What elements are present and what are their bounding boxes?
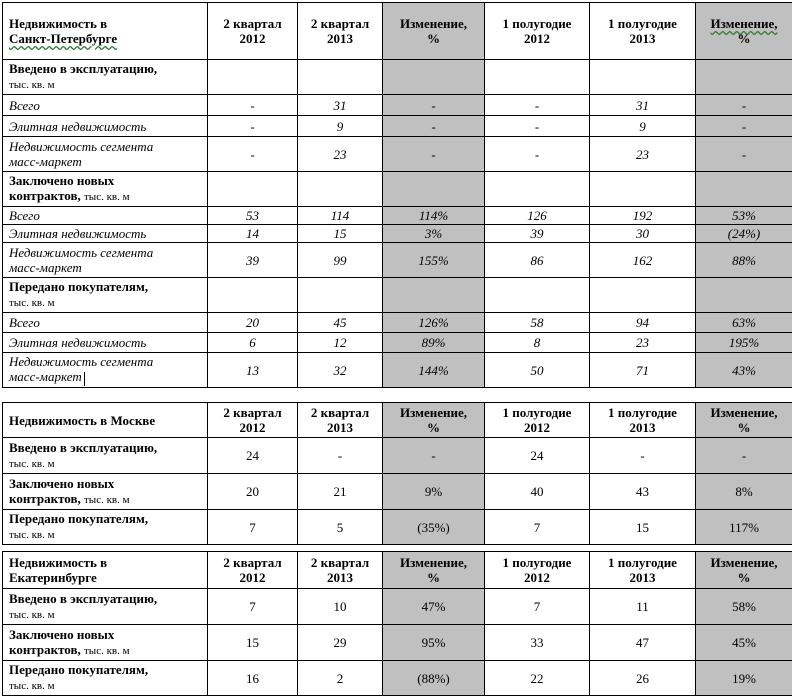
col-header-h1-2013[interactable]: 1 полугодие 2013 — [590, 403, 696, 438]
section-row — [3, 60, 792, 95]
row-label[interactable]: Недвижимость сегмента масс-маркет — [3, 243, 208, 278]
msk-title[interactable]: Недвижимость в Москве — [3, 403, 208, 438]
section-title[interactable]: Введено в эксплуатацию, тыс. кв. м — [3, 60, 208, 95]
ekb-header-row — [3, 552, 792, 589]
spb-title[interactable]: Недвижимость в Санкт-Петербурге — [3, 3, 208, 60]
msk-table — [2, 402, 792, 545]
row-label[interactable]: Заключено новых контрактов, тыс. кв. м — [3, 474, 208, 510]
row-label[interactable]: Введено в эксплуатацию, тыс. кв. м — [3, 589, 208, 625]
col-header-h1-2013[interactable]: 1 полугодие 2013 — [590, 552, 696, 589]
ekb-table — [2, 551, 792, 696]
col-header-q2-2013[interactable]: 2 квартал 2013 — [298, 552, 383, 589]
text-cursor — [84, 372, 85, 386]
col-header-change-q[interactable]: Изменение, % — [383, 3, 485, 60]
table-row: Элитная недвижимость 14 15 3% 39 30 (24%) — [3, 225, 792, 243]
table-row: Недвижимость сегмента масс-маркет - 23 - - 23 - — [3, 137, 792, 172]
row-label[interactable]: Недвижимость сегмента масс-маркет — [3, 353, 208, 388]
table-row: Элитная недвижимость - 9 - - 9 - — [3, 116, 792, 137]
col-header-q2-2012[interactable]: 2 квартал 2012 — [208, 403, 298, 438]
row-label[interactable]: Заключено новых контрактов, тыс. кв. м — [3, 625, 208, 661]
col-header-change-q[interactable]: Изменение, % — [383, 403, 485, 438]
table-row: Заключено новых контрактов, тыс. кв. м 15 29 95% 33 47 45% — [3, 625, 792, 661]
col-header-h1-2012[interactable]: 1 полугодие 2012 — [485, 403, 590, 438]
spb-table — [2, 2, 792, 388]
section-row — [3, 172, 792, 207]
row-label[interactable]: Введено в эксплуатацию, тыс. кв. м — [3, 438, 208, 474]
section-row — [3, 278, 792, 313]
table-row: Всего 53 114 114% 126 192 53% — [3, 207, 792, 225]
row-label[interactable]: Недвижимость сегмента масс-маркет — [3, 137, 208, 172]
table-row: Недвижимость сегмента масс-маркет 13 32 144% 50 71 43% — [3, 353, 792, 388]
row-label[interactable]: Всего — [3, 313, 208, 333]
table-row: Всего - 31 - - 31 - — [3, 95, 792, 116]
table-row: Недвижимость сегмента масс-маркет 39 99 155% 86 162 88% — [3, 243, 792, 278]
table-row: Передано покупателям, тыс. кв. м 7 5 (35%) 7 15 117% — [3, 510, 792, 545]
col-header-change-q[interactable]: Изменение, % — [383, 552, 485, 589]
col-header-h1-2013[interactable]: 1 полугодие 2013 — [590, 3, 696, 60]
table-row: Передано покупателям, тыс. кв. м 16 2 (88%) 22 26 19% — [3, 661, 792, 696]
row-label[interactable]: Всего — [3, 207, 208, 225]
table-row: Заключено новых контрактов, тыс. кв. м 20 21 9% 40 43 8% — [3, 474, 792, 510]
row-label[interactable]: Передано покупателям, тыс. кв. м — [3, 661, 208, 696]
msk-header-row — [3, 403, 792, 438]
section-title[interactable]: Заключено новых контрактов, тыс. кв. м — [3, 172, 208, 207]
row-label[interactable]: Передано покупателям, тыс. кв. м — [3, 510, 208, 545]
row-label[interactable]: Элитная недвижимость — [3, 225, 208, 243]
col-header-change-h[interactable]: Изменение, % — [696, 3, 792, 60]
row-label[interactable]: Элитная недвижимость — [3, 116, 208, 137]
table-row: Введено в эксплуатацию, тыс. кв. м 24 - - 24 - - — [3, 438, 792, 474]
row-label[interactable]: Всего — [3, 95, 208, 116]
ekb-title[interactable]: Недвижимость в Екатеринбурге — [3, 552, 208, 589]
col-header-q2-2013[interactable]: 2 квартал 2013 — [298, 403, 383, 438]
table-row: Введено в эксплуатацию, тыс. кв. м 7 10 47% 7 11 58% — [3, 589, 792, 625]
col-header-h1-2012[interactable]: 1 полугодие 2012 — [485, 552, 590, 589]
col-header-h1-2012[interactable]: 1 полугодие 2012 — [485, 3, 590, 60]
section-title[interactable]: Передано покупателям, тыс. кв. м — [3, 278, 208, 313]
table-row: Всего 20 45 126% 58 94 63% — [3, 313, 792, 333]
spb-header-row — [3, 3, 792, 60]
table-row: Элитная недвижимость 6 12 89% 8 23 195% — [3, 333, 792, 353]
col-header-q2-2012[interactable]: 2 квартал 2012 — [208, 552, 298, 589]
col-header-q2-2013[interactable]: 2 квартал 2013 — [298, 3, 383, 60]
col-header-change-h[interactable]: Изменение, % — [696, 552, 792, 589]
col-header-change-h[interactable]: Изменение, % — [696, 403, 792, 438]
col-header-q2-2012[interactable]: 2 квартал 2012 — [208, 3, 298, 60]
row-label[interactable]: Элитная недвижимость — [3, 333, 208, 353]
